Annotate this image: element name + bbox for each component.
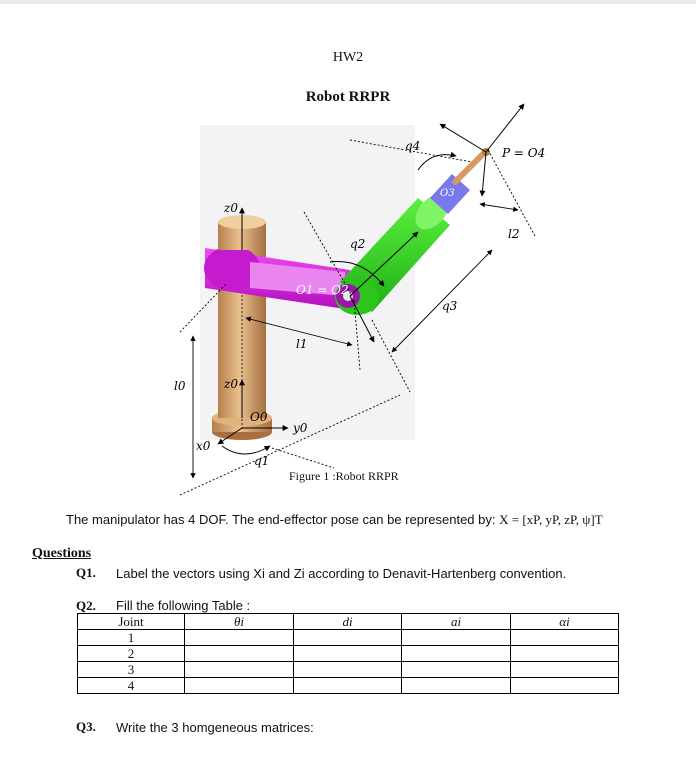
table-header-row [78, 614, 619, 630]
q1-text: Label the vectors using Xi and Zi according to Denavit-Hartenberg convention. [116, 566, 567, 581]
row3-joint: 3 [78, 662, 185, 678]
row2-a[interactable] [402, 646, 511, 662]
table-row [78, 678, 619, 694]
intro-text: The manipulator has 4 DOF. The end-effector pose can be represented by: [66, 512, 500, 527]
hw-label: HW2 [332, 50, 364, 65]
label-x0: x0 [196, 439, 211, 453]
row2-d[interactable] [294, 646, 402, 662]
intro-formula: X = [xP, yP, zP, ψ]T [499, 512, 603, 527]
row1-theta[interactable] [185, 630, 294, 646]
header-a: ai [402, 614, 511, 630]
row4-alpha[interactable] [511, 678, 619, 694]
label-z0-top: z0 [224, 201, 238, 215]
row4-theta[interactable] [185, 678, 294, 694]
label-z0-mid: z0 [224, 377, 238, 391]
q1-number: Q1. [76, 565, 96, 580]
label-l1: l1 [296, 337, 308, 351]
q3-number: Q3. [76, 719, 96, 734]
label-P-O4: P = O4 [502, 146, 546, 160]
row4-d[interactable] [294, 678, 402, 694]
label-O1-O2: O1 = O2 [296, 283, 349, 297]
label-q2: q2 [350, 237, 366, 251]
q2-text: Fill the following Table : [116, 598, 251, 613]
label-q4: q4 [405, 139, 421, 153]
row1-joint: 1 [78, 630, 185, 646]
label-q1: q1 [254, 454, 270, 468]
q2-number: Q2. [76, 598, 96, 613]
header-joint: Joint [78, 614, 185, 630]
row3-d[interactable] [294, 662, 402, 678]
label-l0: l0 [174, 379, 186, 393]
table-row [78, 662, 619, 678]
row1-alpha[interactable] [511, 630, 619, 646]
row1-a[interactable] [402, 630, 511, 646]
q3-text: Write the 3 homgeneous matrices: [116, 720, 314, 735]
row3-theta[interactable] [185, 662, 294, 678]
label-O0: O0 [250, 410, 268, 424]
row2-theta[interactable] [185, 646, 294, 662]
row4-a[interactable] [402, 678, 511, 694]
label-q3: q3 [442, 299, 458, 313]
row1-d[interactable] [294, 630, 402, 646]
header-alpha: αi [511, 614, 619, 630]
label-l2: l2 [508, 227, 520, 241]
row3-alpha[interactable] [511, 662, 619, 678]
label-O3: O3 [440, 188, 455, 199]
page-title: Robot RRPR [305, 89, 391, 105]
dh-table [77, 613, 619, 694]
row2-joint: 2 [78, 646, 185, 662]
intro-paragraph [66, 512, 603, 528]
row3-a[interactable] [402, 662, 511, 678]
label-y0: y0 [293, 421, 308, 435]
row2-alpha[interactable] [511, 646, 619, 662]
header-theta: θi [185, 614, 294, 630]
header-d: di [294, 614, 402, 630]
table-row [78, 646, 619, 662]
table-row [78, 630, 619, 646]
questions-heading: Questions [32, 546, 92, 561]
figure-caption: Figure 1 :Robot RRPR [289, 469, 399, 483]
row4-joint: 4 [78, 678, 185, 694]
